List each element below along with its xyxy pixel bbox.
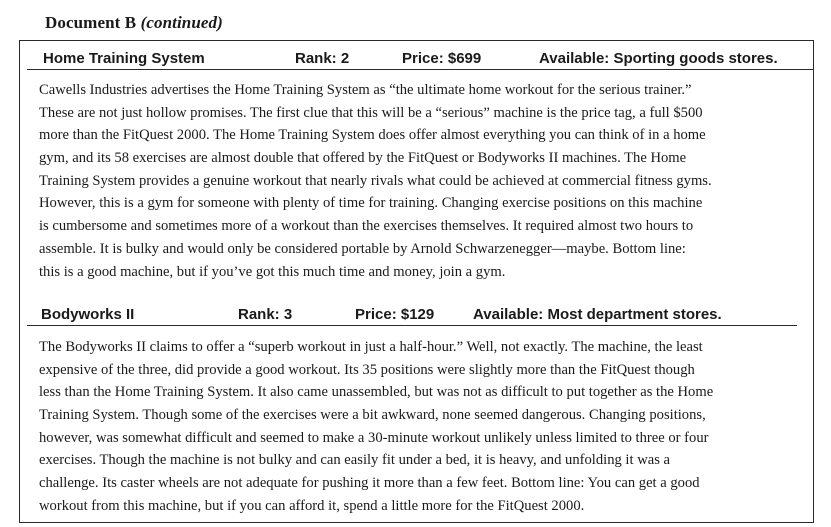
review-home-training-system	[39, 79, 712, 283]
review-line: The Bodyworks II claims to offer a “superb workout in just a half-hour.” Well, not exactly. The machine, the least	[39, 339, 703, 355]
review-line: less than the Home Training System. It also came unassembled, but was not as difficult to put together as the Home	[39, 384, 714, 401]
product-price: Price: $129	[355, 306, 435, 323]
review-line: this is a good machine, but if you’ve got this much time and money, join a gym.	[39, 263, 506, 280]
review-line: gym, and its 58 exercises are almost double that offered by the FitQuest or Bodyworks II machines. The Home	[39, 150, 687, 167]
product-rank: Rank: 2	[295, 50, 350, 67]
header-divider	[27, 69, 813, 70]
review-line: more than the FitQuest 2000. The Home Training System does offer almost everything you can think of in a home	[39, 127, 706, 144]
review-line: however, was somewhat difficult and seemed to make a 30-minute workout unlikely unless limited to three or four	[39, 429, 709, 446]
review-line: Training System. Though some of the exercises were a bit awkward, none seemed dangerous. Changing positions,	[39, 407, 706, 424]
product-header-home-training-system	[27, 46, 813, 70]
review-line: However, this is a gym for someone with plenty of time for training. Changing exercise positions on this machine	[39, 195, 703, 212]
review-line: is cumbersome and sometimes more of a workout than the exercises themselves. It required almost two hours to	[39, 218, 694, 235]
product-availability: Available: Most department stores.	[473, 306, 722, 323]
document-title	[45, 13, 223, 33]
header-divider	[27, 325, 797, 326]
document-title-suffix: (continued)	[140, 13, 223, 32]
product-name: Home Training System	[43, 50, 205, 67]
review-line: Cawells Industries advertises the Home Training System as “the ultimate home workout for the serious trainer.”	[39, 82, 692, 98]
review-line: These are not just hollow promises. The first clue that this will be a “serious” machine is the price tag, a full $500	[39, 104, 703, 121]
review-bodyworks-ii	[39, 336, 713, 518]
product-availability: Available: Sporting goods stores.	[539, 50, 778, 67]
product-name: Bodyworks II	[41, 306, 135, 323]
review-line: Training System provides a genuine workout that nearly rivals what could be achieved at commercial fitness gyms.	[39, 172, 712, 189]
review-line: exercises. Though the machine is not bulky and can easily fit under a bed, it is heavy, and unfolding it was a	[39, 452, 671, 469]
review-line: challenge. Its caster wheels are not adequate for pushing it more than a few feet. Bottom line: You can get a good	[39, 475, 700, 492]
product-price: Price: $699	[402, 50, 482, 67]
document-title-text: Document B	[45, 13, 137, 32]
review-line: assemble. It is bulky and would only be considered portable by Arnold Schwarzenegger—maybe. Bottom line:	[39, 240, 686, 257]
product-header-bodyworks-ii	[27, 302, 797, 326]
review-line: workout from this machine, but if you can afford it, spend a little more for the FitQuest 2000.	[39, 497, 585, 514]
review-line: expensive of the three, did provide a good workout. Its 35 positions were slightly more than the FitQuest though	[39, 361, 695, 378]
product-rank: Rank: 3	[238, 306, 293, 323]
